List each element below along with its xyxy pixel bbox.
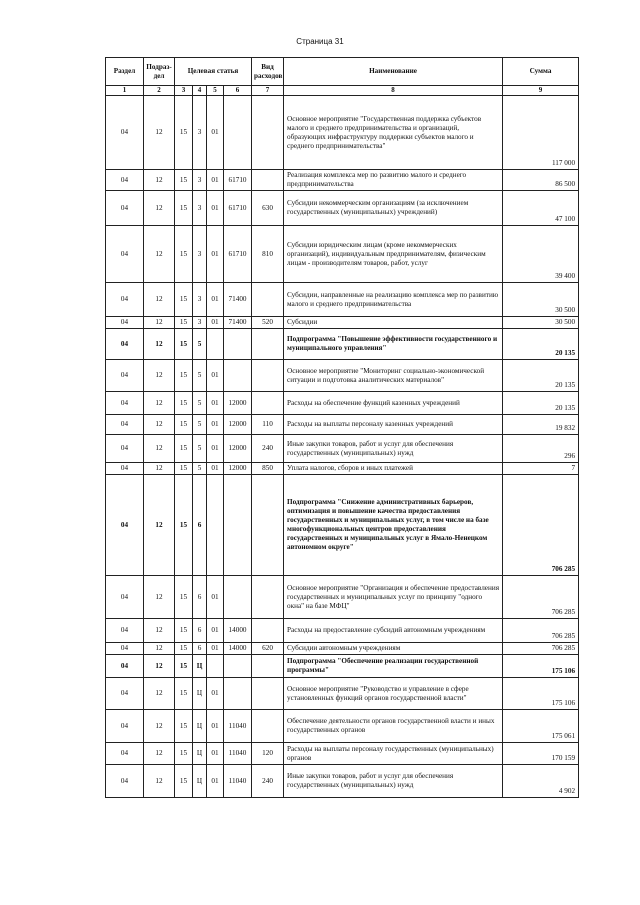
vid-rashodov-cell: 630 xyxy=(252,191,284,226)
summa-cell: 47 100 xyxy=(503,191,579,226)
target-part2-cell: Ц xyxy=(193,743,207,765)
summa-cell: 20 135 xyxy=(503,329,579,360)
target-part1-cell: 15 xyxy=(175,463,193,475)
target-part1-cell: 15 xyxy=(175,643,193,655)
target-part1-cell: 15 xyxy=(175,317,193,329)
vid-rashodov-cell xyxy=(252,329,284,360)
target-part3-cell: 01 xyxy=(207,743,224,765)
header-razdel: Раздел xyxy=(106,58,144,86)
target-part1-cell: 15 xyxy=(175,415,193,435)
target-part4-cell: 11040 xyxy=(224,710,252,743)
razdel-cell: 04 xyxy=(106,576,144,619)
podrazdel-cell: 12 xyxy=(144,463,175,475)
table-row xyxy=(106,191,579,226)
target-part4-cell: 12000 xyxy=(224,392,252,415)
table-row xyxy=(106,619,579,643)
column-number: 6 xyxy=(224,86,252,96)
table-row xyxy=(106,317,579,329)
table-header-row xyxy=(106,58,579,86)
header-naimenovanie: Наименование xyxy=(284,58,503,86)
summa-cell: 706 285 xyxy=(503,576,579,619)
podrazdel-cell: 12 xyxy=(144,643,175,655)
summa-cell: 30 500 xyxy=(503,317,579,329)
vid-rashodov-cell xyxy=(252,360,284,392)
razdel-cell: 04 xyxy=(106,226,144,283)
target-part2-cell: 5 xyxy=(193,392,207,415)
target-part1-cell: 15 xyxy=(175,743,193,765)
column-number: 1 xyxy=(106,86,144,96)
header-celevaya-statya: Целевая статья xyxy=(175,58,252,86)
podrazdel-cell: 12 xyxy=(144,283,175,317)
vid-rashodov-cell: 110 xyxy=(252,415,284,435)
naimenovanie-cell: Расходы на обеспечение функций казенных учреждений xyxy=(284,392,503,415)
table-row xyxy=(106,283,579,317)
target-part2-cell: 5 xyxy=(193,360,207,392)
target-part4-cell xyxy=(224,576,252,619)
summa-cell: 706 285 xyxy=(503,619,579,643)
podrazdel-cell: 12 xyxy=(144,678,175,710)
target-part1-cell: 15 xyxy=(175,360,193,392)
target-part1-cell: 15 xyxy=(175,655,193,678)
target-part4-cell: 11040 xyxy=(224,743,252,765)
razdel-cell: 04 xyxy=(106,435,144,463)
razdel-cell: 04 xyxy=(106,463,144,475)
naimenovanie-cell: Расходы на выплаты персоналу государственных (муниципальных) органов xyxy=(284,743,503,765)
target-part1-cell: 15 xyxy=(175,96,193,170)
target-part3-cell: 01 xyxy=(207,710,224,743)
naimenovanie-cell: Иные закупки товаров, работ и услуг для обеспечения государственных (муниципальных) нужд xyxy=(284,435,503,463)
column-number: 3 xyxy=(175,86,193,96)
naimenovanie-cell: Обеспечение деятельности органов государственной власти и иных государственных органов xyxy=(284,710,503,743)
razdel-cell: 04 xyxy=(106,619,144,643)
header-podrazdel: Подраз- дел xyxy=(144,58,175,86)
podrazdel-cell: 12 xyxy=(144,415,175,435)
target-part1-cell: 15 xyxy=(175,191,193,226)
table-row xyxy=(106,415,579,435)
summa-cell: 175 061 xyxy=(503,710,579,743)
column-number: 8 xyxy=(284,86,503,96)
target-part3-cell: 01 xyxy=(207,170,224,191)
target-part2-cell: 5 xyxy=(193,415,207,435)
column-number: 7 xyxy=(252,86,284,96)
target-part3-cell xyxy=(207,329,224,360)
target-part2-cell: Ц xyxy=(193,678,207,710)
target-part3-cell: 01 xyxy=(207,415,224,435)
vid-rashodov-cell: 850 xyxy=(252,463,284,475)
target-part4-cell xyxy=(224,678,252,710)
target-part4-cell: 12000 xyxy=(224,435,252,463)
target-part3-cell: 01 xyxy=(207,283,224,317)
table-row xyxy=(106,435,579,463)
podrazdel-cell: 12 xyxy=(144,710,175,743)
vid-rashodov-cell xyxy=(252,392,284,415)
target-part4-cell xyxy=(224,475,252,576)
table-row xyxy=(106,765,579,798)
podrazdel-cell: 12 xyxy=(144,329,175,360)
vid-rashodov-cell: 810 xyxy=(252,226,284,283)
target-part4-cell: 61710 xyxy=(224,226,252,283)
target-part4-cell: 14000 xyxy=(224,643,252,655)
target-part3-cell: 01 xyxy=(207,317,224,329)
naimenovanie-cell: Реализация комплекса мер по развитию малого и среднего предпринимательства xyxy=(284,170,503,191)
vid-rashodov-cell xyxy=(252,170,284,191)
razdel-cell: 04 xyxy=(106,392,144,415)
vid-rashodov-cell xyxy=(252,475,284,576)
table-row xyxy=(106,170,579,191)
target-part2-cell: Ц xyxy=(193,655,207,678)
target-part4-cell: 61710 xyxy=(224,170,252,191)
razdel-cell: 04 xyxy=(106,743,144,765)
podrazdel-cell: 12 xyxy=(144,96,175,170)
column-number: 2 xyxy=(144,86,175,96)
table-row xyxy=(106,329,579,360)
table-row xyxy=(106,710,579,743)
naimenovanie-cell: Основное мероприятие "Мониторинг социально-экономической ситуации и подготовка аналитических материалов" xyxy=(284,360,503,392)
target-part2-cell: 6 xyxy=(193,619,207,643)
razdel-cell: 04 xyxy=(106,170,144,191)
target-part1-cell: 15 xyxy=(175,435,193,463)
podrazdel-cell: 12 xyxy=(144,317,175,329)
vid-rashodov-cell xyxy=(252,678,284,710)
target-part3-cell: 01 xyxy=(207,765,224,798)
naimenovanie-cell: Подпрограмма "Обеспечение реализации государственной программы" xyxy=(284,655,503,678)
summa-cell: 170 159 xyxy=(503,743,579,765)
column-number: 5 xyxy=(207,86,224,96)
naimenovanie-cell: Подпрограмма "Снижение административных барьеров, оптимизация и повышение качества предоставления государственных и муниципальных услуг, в том числе на базе многофункциональных центров предоставления государственных и муниципальных услуг в Ямало-Ненецком автономном округе" xyxy=(284,475,503,576)
target-part2-cell: 6 xyxy=(193,576,207,619)
table-row xyxy=(106,678,579,710)
summa-cell: 19 832 xyxy=(503,415,579,435)
naimenovanie-cell: Иные закупки товаров, работ и услуг для обеспечения государственных (муниципальных) нужд xyxy=(284,765,503,798)
target-part4-cell xyxy=(224,96,252,170)
naimenovanie-cell: Субсидии юридическим лицам (кроме некоммерческих организаций), индивидуальным предпринимателям, физическим лицам - производителям товаров, работ, услуг xyxy=(284,226,503,283)
page-number: Страница 31 xyxy=(296,37,344,46)
naimenovanie-cell: Субсидии xyxy=(284,317,503,329)
target-part3-cell: 01 xyxy=(207,435,224,463)
vid-rashodov-cell xyxy=(252,576,284,619)
target-part2-cell: Ц xyxy=(193,765,207,798)
naimenovanie-cell: Подпрограмма "Повышение эффективности государственного и муниципального управления" xyxy=(284,329,503,360)
table-row xyxy=(106,475,579,576)
target-part3-cell: 01 xyxy=(207,226,224,283)
target-part3-cell: 01 xyxy=(207,392,224,415)
target-part3-cell xyxy=(207,475,224,576)
podrazdel-cell: 12 xyxy=(144,392,175,415)
vid-rashodov-cell xyxy=(252,96,284,170)
podrazdel-cell: 12 xyxy=(144,170,175,191)
summa-cell: 4 902 xyxy=(503,765,579,798)
vid-rashodov-cell: 240 xyxy=(252,765,284,798)
target-part4-cell: 12000 xyxy=(224,415,252,435)
target-part2-cell: 5 xyxy=(193,329,207,360)
table-row xyxy=(106,463,579,475)
target-part4-cell xyxy=(224,360,252,392)
podrazdel-cell: 12 xyxy=(144,360,175,392)
razdel-cell: 04 xyxy=(106,283,144,317)
vid-rashodov-cell xyxy=(252,283,284,317)
summa-cell: 39 400 xyxy=(503,226,579,283)
naimenovanie-cell: Субсидии, направленные на реализацию комплекса мер по развитию малого и среднего предпринимательства xyxy=(284,283,503,317)
podrazdel-cell: 12 xyxy=(144,619,175,643)
podrazdel-cell: 12 xyxy=(144,655,175,678)
target-part3-cell: 01 xyxy=(207,360,224,392)
naimenovanie-cell: Расходы на предоставление субсидий автономным учреждениям xyxy=(284,619,503,643)
column-numbers-row xyxy=(106,86,579,96)
summa-cell: 706 285 xyxy=(503,475,579,576)
table-row xyxy=(106,96,579,170)
naimenovanie-cell: Субсидии некоммерческим организациям (за исключением государственных (муниципальных) учреждений) xyxy=(284,191,503,226)
vid-rashodov-cell: 240 xyxy=(252,435,284,463)
target-part4-cell: 71400 xyxy=(224,283,252,317)
podrazdel-cell: 12 xyxy=(144,765,175,798)
target-part2-cell: Ц xyxy=(193,710,207,743)
target-part2-cell: 3 xyxy=(193,283,207,317)
summa-cell: 20 135 xyxy=(503,360,579,392)
table-row xyxy=(106,655,579,678)
naimenovanie-cell: Субсидии автономным учреждениям xyxy=(284,643,503,655)
naimenovanie-cell: Основное мероприятие "Государственная поддержка субъектов малого и среднего предпринимательства и организаций, образующих инфраструктуру поддержки субъектов малого и среднего предпринимательства" xyxy=(284,96,503,170)
razdel-cell: 04 xyxy=(106,765,144,798)
razdel-cell: 04 xyxy=(106,643,144,655)
header-vid-rashodov: Вид расходов xyxy=(252,58,284,86)
target-part4-cell: 71400 xyxy=(224,317,252,329)
summa-cell: 30 500 xyxy=(503,283,579,317)
target-part1-cell: 15 xyxy=(175,329,193,360)
target-part3-cell: 01 xyxy=(207,678,224,710)
target-part2-cell: 3 xyxy=(193,226,207,283)
table-body xyxy=(106,96,579,798)
target-part1-cell: 15 xyxy=(175,619,193,643)
razdel-cell: 04 xyxy=(106,360,144,392)
summa-cell: 296 xyxy=(503,435,579,463)
target-part1-cell: 15 xyxy=(175,765,193,798)
target-part1-cell: 15 xyxy=(175,475,193,576)
target-part4-cell xyxy=(224,329,252,360)
table-row xyxy=(106,743,579,765)
target-part1-cell: 15 xyxy=(175,226,193,283)
column-number: 9 xyxy=(503,86,579,96)
table-row xyxy=(106,226,579,283)
naimenovanie-cell: Основное мероприятие "Руководство и управление в сфере установленных функций органов государственной власти" xyxy=(284,678,503,710)
razdel-cell: 04 xyxy=(106,191,144,226)
razdel-cell: 04 xyxy=(106,678,144,710)
razdel-cell: 04 xyxy=(106,475,144,576)
target-part3-cell: 01 xyxy=(207,619,224,643)
target-part2-cell: 5 xyxy=(193,435,207,463)
razdel-cell: 04 xyxy=(106,96,144,170)
target-part1-cell: 15 xyxy=(175,283,193,317)
razdel-cell: 04 xyxy=(106,415,144,435)
table-row xyxy=(106,360,579,392)
table-row xyxy=(106,576,579,619)
summa-cell: 706 285 xyxy=(503,643,579,655)
target-part2-cell: 6 xyxy=(193,643,207,655)
vid-rashodov-cell: 520 xyxy=(252,317,284,329)
podrazdel-cell: 12 xyxy=(144,226,175,283)
razdel-cell: 04 xyxy=(106,710,144,743)
target-part1-cell: 15 xyxy=(175,392,193,415)
target-part1-cell: 15 xyxy=(175,710,193,743)
razdel-cell: 04 xyxy=(106,655,144,678)
header-summa: Сумма xyxy=(503,58,579,86)
podrazdel-cell: 12 xyxy=(144,576,175,619)
vid-rashodov-cell: 120 xyxy=(252,743,284,765)
target-part3-cell: 01 xyxy=(207,96,224,170)
target-part2-cell: 3 xyxy=(193,96,207,170)
target-part4-cell: 11040 xyxy=(224,765,252,798)
podrazdel-cell: 12 xyxy=(144,435,175,463)
target-part3-cell: 01 xyxy=(207,576,224,619)
table-row xyxy=(106,392,579,415)
budget-table xyxy=(105,57,579,798)
column-number: 4 xyxy=(193,86,207,96)
target-part1-cell: 15 xyxy=(175,678,193,710)
vid-rashodov-cell: 620 xyxy=(252,643,284,655)
summa-cell: 86 500 xyxy=(503,170,579,191)
target-part3-cell: 01 xyxy=(207,191,224,226)
target-part2-cell: 5 xyxy=(193,463,207,475)
naimenovanie-cell: Расходы на выплаты персоналу казенных учреждений xyxy=(284,415,503,435)
target-part1-cell: 15 xyxy=(175,576,193,619)
summa-cell: 175 106 xyxy=(503,678,579,710)
table-row xyxy=(106,643,579,655)
summa-cell: 117 000 xyxy=(503,96,579,170)
naimenovanie-cell: Основное мероприятие "Организация и обеспечение предоставления государственных и муниципальных услуг по принципу "одного окна" на базе МФЦ" xyxy=(284,576,503,619)
target-part1-cell: 15 xyxy=(175,170,193,191)
podrazdel-cell: 12 xyxy=(144,475,175,576)
target-part4-cell: 12000 xyxy=(224,463,252,475)
target-part4-cell: 14000 xyxy=(224,619,252,643)
podrazdel-cell: 12 xyxy=(144,191,175,226)
summa-cell: 20 135 xyxy=(503,392,579,415)
summa-cell: 7 xyxy=(503,463,579,475)
vid-rashodov-cell xyxy=(252,619,284,643)
razdel-cell: 04 xyxy=(106,329,144,360)
target-part3-cell: 01 xyxy=(207,463,224,475)
vid-rashodov-cell xyxy=(252,710,284,743)
target-part2-cell: 6 xyxy=(193,475,207,576)
target-part3-cell xyxy=(207,655,224,678)
vid-rashodov-cell xyxy=(252,655,284,678)
podrazdel-cell: 12 xyxy=(144,743,175,765)
naimenovanie-cell: Уплата налогов, сборов и иных платежей xyxy=(284,463,503,475)
target-part4-cell xyxy=(224,655,252,678)
target-part3-cell: 01 xyxy=(207,643,224,655)
target-part4-cell: 61710 xyxy=(224,191,252,226)
summa-cell: 175 106 xyxy=(503,655,579,678)
target-part2-cell: 3 xyxy=(193,170,207,191)
target-part2-cell: 3 xyxy=(193,191,207,226)
razdel-cell: 04 xyxy=(106,317,144,329)
target-part2-cell: 3 xyxy=(193,317,207,329)
